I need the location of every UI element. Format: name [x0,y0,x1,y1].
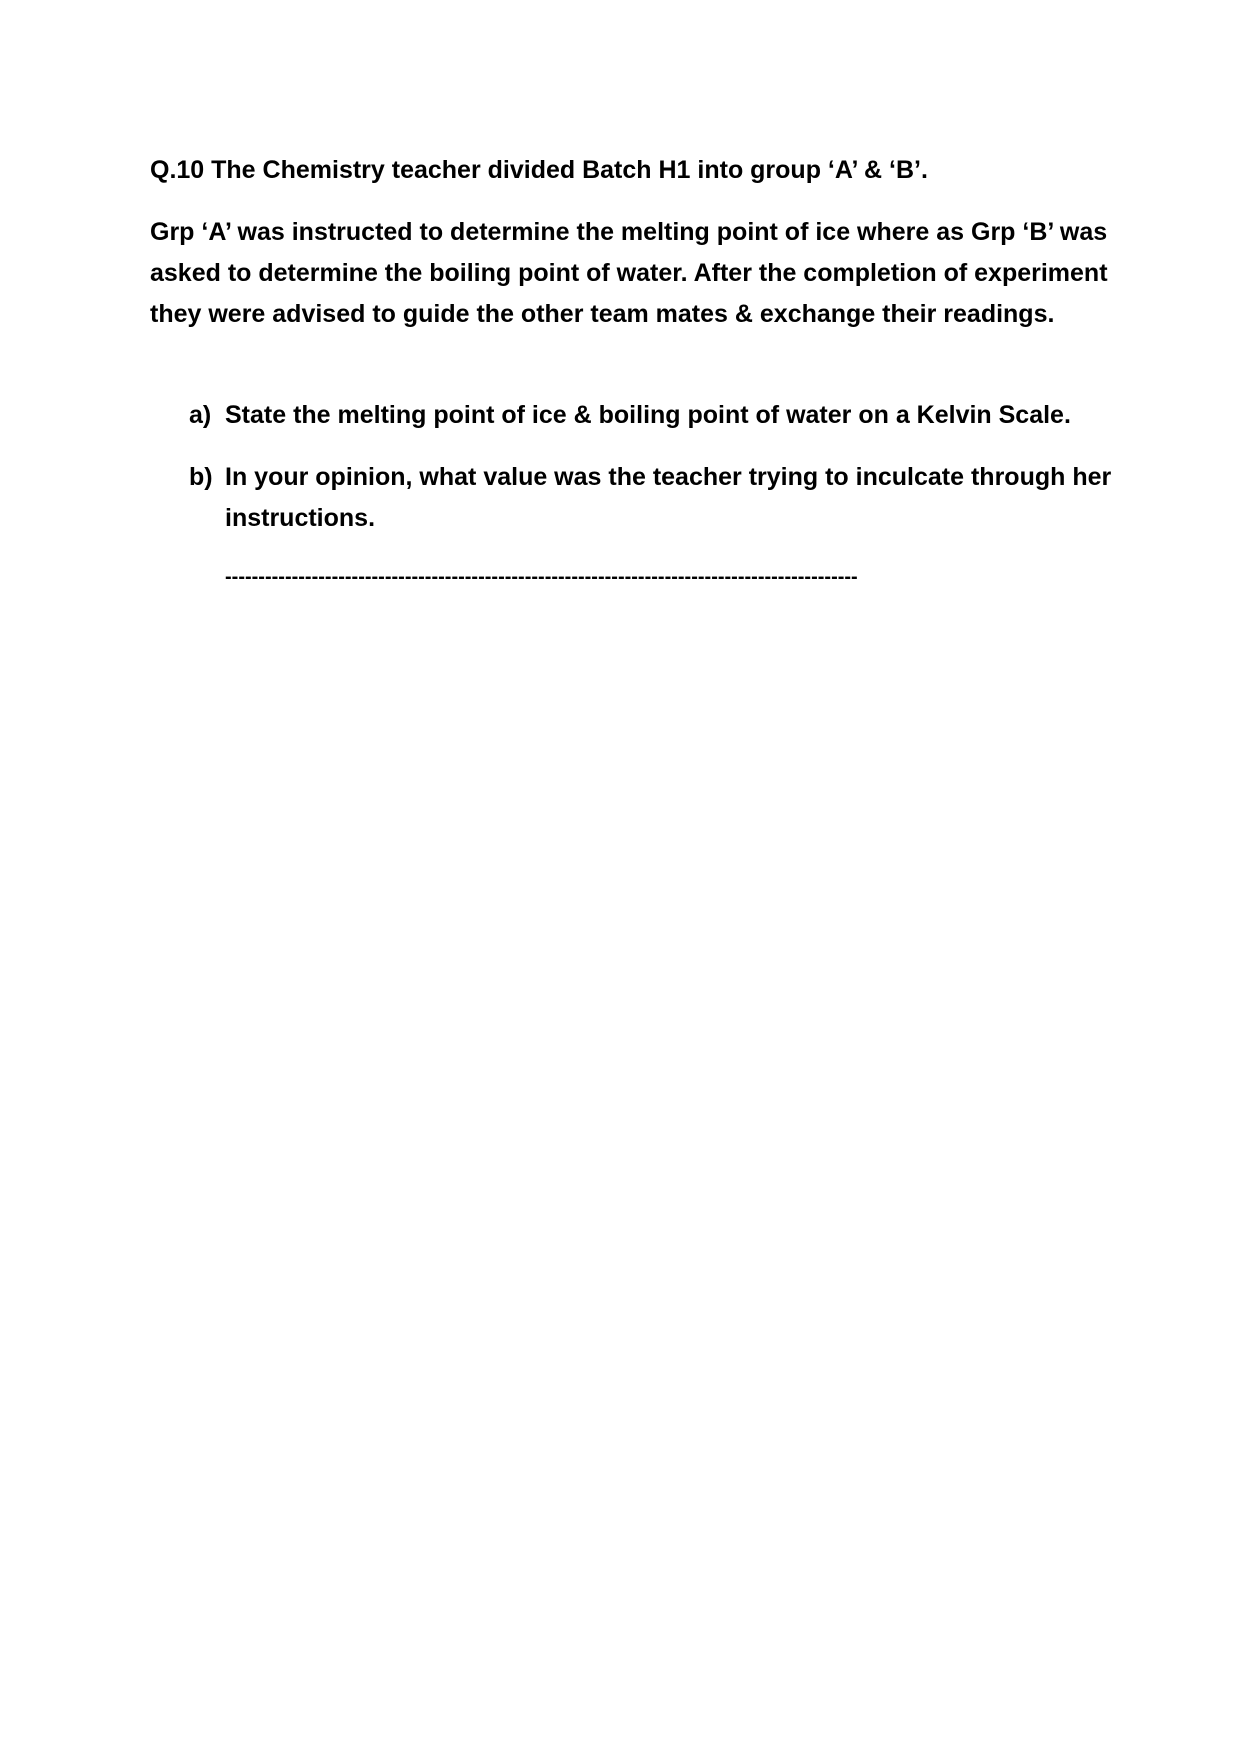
sub-question-marker: b) [189,463,213,491]
question-title: Q.10 The Chemistry teacher divided Batch H1 into group ‘A’ & ‘B’. [150,156,928,184]
dashed-separator: ----------------------------------------------------------------------------------------------- [225,566,858,588]
sub-question-list [150,395,1150,560]
sub-question-b [150,457,1150,539]
sub-question-a [150,395,1150,436]
sub-question-text: State the melting point of ice & boiling point of water on a Kelvin Scale. [225,401,1071,429]
question-body: Grp ‘A’ was instructed to determine the melting point of ice where as Grp ‘B’ was asked to determine the boiling point of water. After the completion of experiment they were advised to guide the other team mates & exchange their readings. [150,218,1108,328]
sub-question-marker: a) [189,401,212,429]
sub-question-text: In your opinion, what value was the teacher trying to inculcate through her instructions. [225,463,1112,532]
